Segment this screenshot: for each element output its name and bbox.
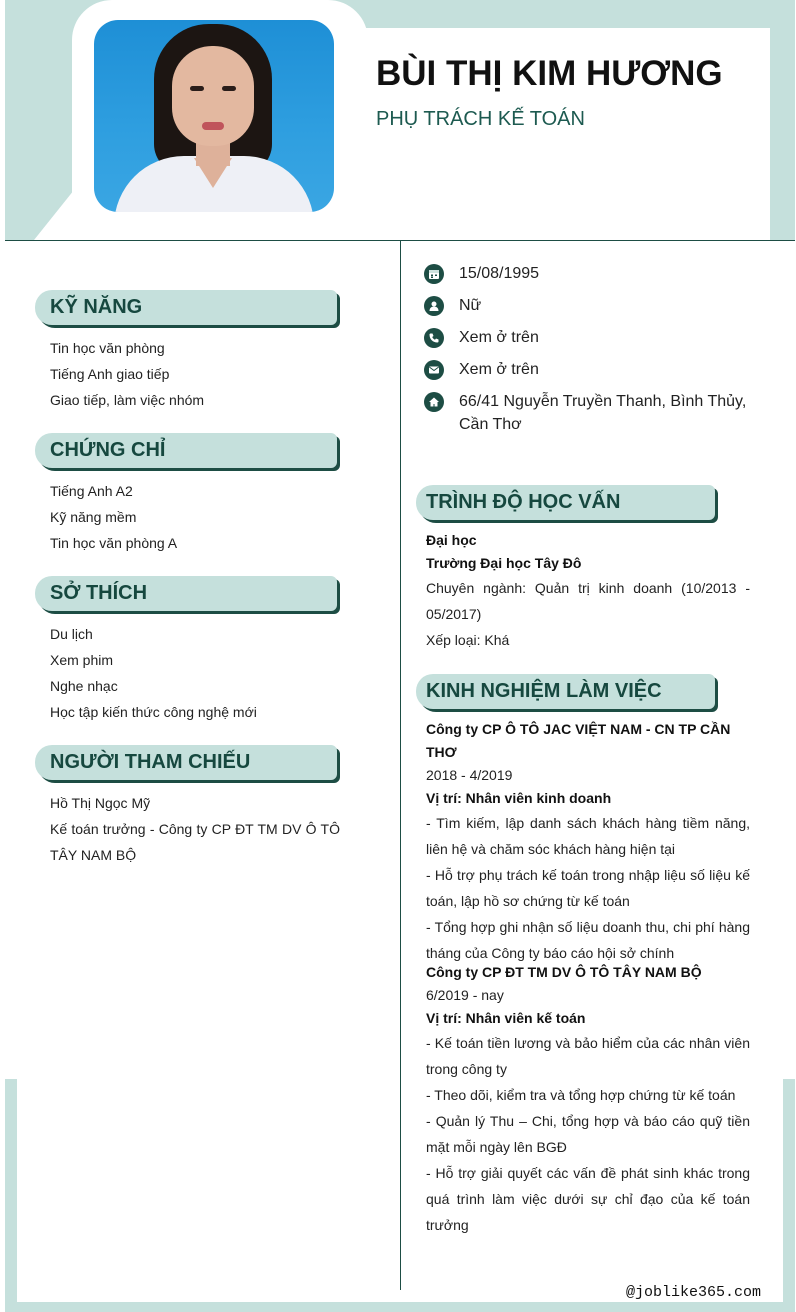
list-item: Giao tiếp, làm việc nhóm <box>50 392 205 408</box>
job-title: PHỤ TRÁCH KẾ TOÁN <box>376 108 585 130</box>
avatar-photo <box>94 20 334 212</box>
hobbies-heading: SỞ THÍCH <box>35 576 337 611</box>
job-task: - Tìm kiếm, lập danh sách khách hàng tiềm năng, liên hệ và chăm sóc khách hàng hiện tại <box>426 815 750 857</box>
home-icon <box>424 392 444 412</box>
frame-left <box>5 1079 17 1312</box>
frame-bottom <box>5 1302 795 1312</box>
birthday-text: 15/08/1995 <box>459 265 540 282</box>
contact-phone <box>424 326 754 349</box>
calendar-icon <box>424 264 444 284</box>
user-icon <box>424 296 444 316</box>
job-task: - Hỗ trợ phụ trách kế toán trong nhập liệu số liệu kế toán, lập hồ sơ chứng từ kế toán <box>426 867 750 909</box>
list-item: Tin học văn phòng A <box>50 535 178 551</box>
list-item: Tiếng Anh A2 <box>50 483 133 499</box>
job-position: Vị trí: Nhân viên kinh doanh <box>426 790 612 806</box>
references-heading: NGƯỜI THAM CHIẾU <box>35 745 337 780</box>
contact-email <box>424 358 754 381</box>
list-item: Tiếng Anh giao tiếp <box>50 366 170 382</box>
job-task: - Kế toán tiền lương và bảo hiểm của các nhân viên trong công ty <box>426 1035 750 1077</box>
gender-text: Nữ <box>459 297 482 314</box>
education-heading: TRÌNH ĐỘ HỌC VẤN <box>416 485 715 520</box>
email-text: Xem ở trên <box>459 361 539 378</box>
job-company: Công ty CP ĐT TM DV Ô TÔ TÂY NAM BỘ <box>426 964 702 980</box>
contact-address <box>424 390 754 436</box>
photo-notch <box>34 190 74 240</box>
job-period: 6/2019 - nay <box>426 987 504 1003</box>
contact-birthday <box>424 262 754 285</box>
skills-list <box>50 335 340 413</box>
education-school: Trường Đại học Tây Đô <box>426 555 582 571</box>
reference-name: Hồ Thị Ngọc Mỹ <box>50 795 151 811</box>
references-block <box>50 790 340 868</box>
candidate-name: BÙI THỊ KIM HƯƠNG <box>376 54 723 93</box>
list-item: Xem phim <box>50 652 114 668</box>
education-major: Chuyên ngành: Quản trị kinh doanh (10/2013 - 05/2017) <box>426 580 750 622</box>
list-item: Tin học văn phòng <box>50 340 165 356</box>
job-task: - Hỗ trợ giải quyết các vấn đề phát sinh khác trong quá trình làm việc dưới sự chỉ đạo của kế toán trưởng <box>426 1165 750 1233</box>
envelope-icon <box>424 360 444 380</box>
education-block <box>426 529 750 653</box>
reference-detail: Kế toán trưởng - Công ty CP ĐT TM DV Ô TÔ TÂY NAM BỘ <box>50 821 340 863</box>
skills-heading: KỸ NĂNG <box>35 290 337 325</box>
job-task: - Quản lý Thu – Chi, tổng hợp và báo cáo quỹ tiền mặt mỗi ngày lên BGĐ <box>426 1113 750 1155</box>
list-item: Kỹ năng mềm <box>50 509 137 525</box>
column-divider <box>400 241 401 1290</box>
phone-icon <box>424 328 444 348</box>
contact-gender <box>424 294 754 317</box>
certificates-heading: CHỨNG CHỈ <box>35 433 337 468</box>
education-rank: Xếp loại: Khá <box>426 632 510 648</box>
watermark: @joblike365.com <box>625 1284 761 1301</box>
job-task: - Tổng hợp ghi nhận số liệu doanh thu, chi phí hàng tháng của Công ty báo cáo hội sở chính <box>426 919 750 961</box>
job-company: Công ty CP Ô TÔ JAC VIỆT NAM - CN TP CẦN THƠ <box>426 721 731 760</box>
list-item: Học tập kiến thức công nghệ mới <box>50 704 257 720</box>
job-position: Vị trí: Nhân viên kế toán <box>426 1010 586 1026</box>
list-item: Nghe nhạc <box>50 678 118 694</box>
education-level: Đại học <box>426 532 477 548</box>
experience-job-1 <box>426 718 750 966</box>
experience-job-2 <box>426 961 750 1238</box>
hobbies-list <box>50 621 340 725</box>
frame-right <box>783 1079 795 1312</box>
certificates-list <box>50 478 340 556</box>
address-text: 66/41 Nguyễn Truyền Thanh, Bình Thủy, Cần Thơ <box>459 393 747 433</box>
job-task: - Theo dõi, kiểm tra và tổng hợp chứng từ kế toán <box>426 1087 736 1103</box>
experience-heading: KINH NGHIỆM LÀM VIỆC <box>416 674 715 709</box>
job-period: 2018 - 4/2019 <box>426 767 513 783</box>
phone-text: Xem ở trên <box>459 329 539 346</box>
list-item: Du lịch <box>50 626 93 642</box>
contact-info <box>424 262 754 445</box>
